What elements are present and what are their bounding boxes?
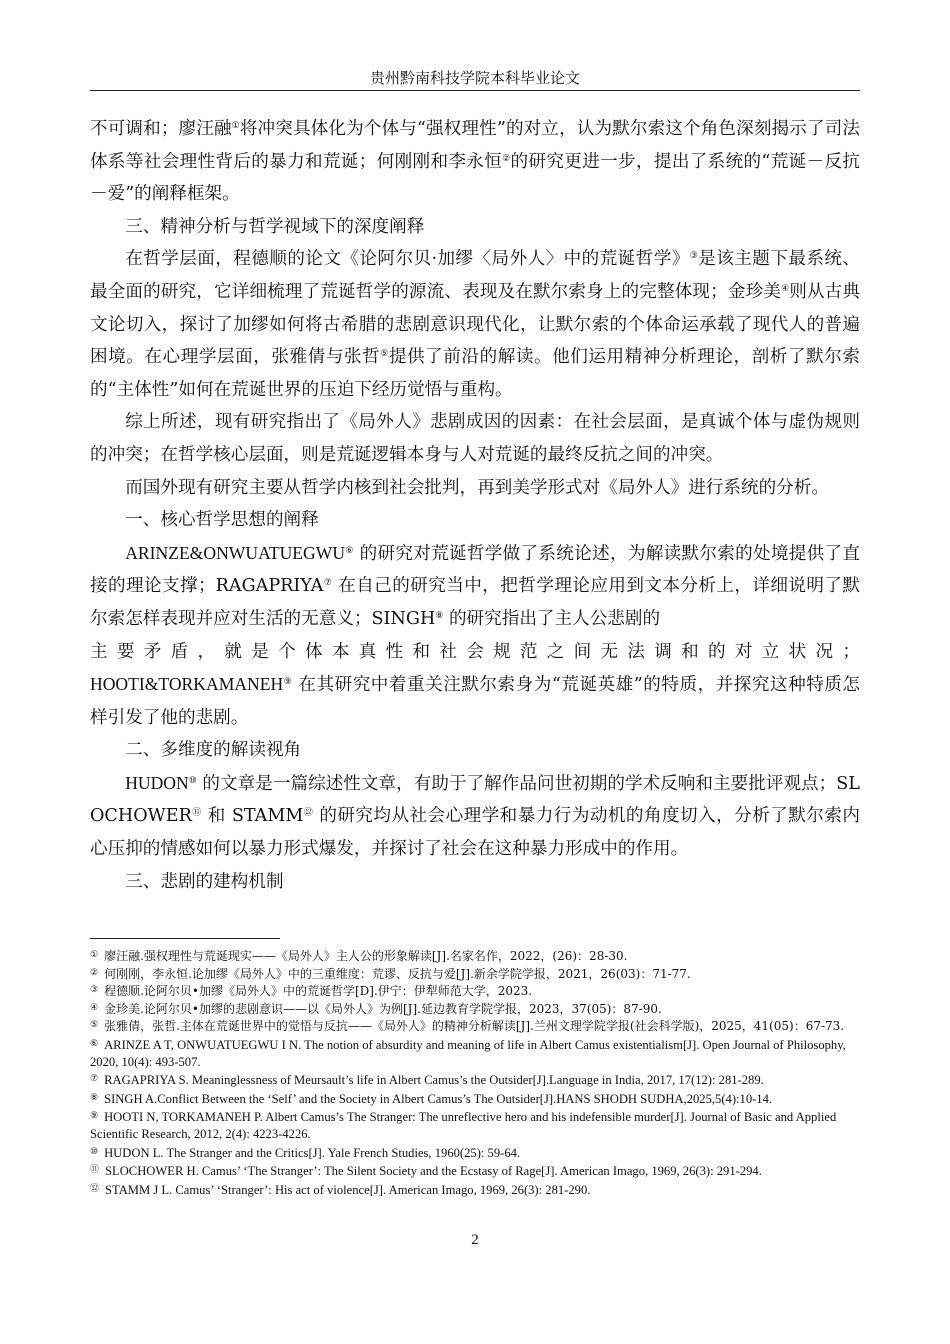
footnote-text: HUDON L. The Stranger and the Critics[J]. Yale French Studies, 1960(25): 59-64. — [104, 1145, 521, 1160]
page-header: 贵州黔南科技学院本科毕业论文 — [90, 68, 860, 91]
footnote-mark: ⑤ — [90, 1020, 99, 1031]
footnote-mark: ③ — [90, 985, 99, 996]
text-run: 的研究指出了主人公悲剧的 — [443, 608, 661, 629]
section-heading: 三、悲剧的建构机制 — [125, 871, 284, 892]
paragraph: 而国外现有研究主要从哲学内核到社会批判，再到美学形式对《局外人》进行系统的分析。 — [125, 477, 829, 498]
footnote-mark: ⑧ — [90, 1091, 99, 1102]
text-run: 的文章是一篇综述性文章，有助于了解作品问世初期的学术反响和主要批评观点；SLOCHOWER — [90, 773, 860, 827]
reference-mark: ⑤ — [380, 349, 389, 360]
footnote — [90, 1035, 860, 1070]
footnote-mark: ⑫ — [90, 1182, 100, 1193]
text-run: 在哲学层面，程德顺的论文《论阿尔贝·加缪〈局外人〉中的荒诞哲学》 — [125, 249, 690, 270]
main-text — [90, 113, 860, 898]
footnote-mark: ⑨ — [90, 1110, 99, 1121]
footnote — [90, 1089, 860, 1108]
footnote-text: 程德顺.论阿尔贝•加缪《局外人》中的荒诞哲学[D].伊宁：伊犁师范大学，2023. — [104, 984, 533, 999]
reference-mark: ⑥ — [345, 545, 354, 556]
footnote-mark: ② — [90, 967, 99, 978]
paragraph: 综上所述，现有研究指出了《局外人》悲剧成因的因素：在社会层面，是真诚个体与虚伪规则的冲突；在哲学核心层面，则是荒诞逻辑本身与人对荒诞的最终反抗之间的冲突。 — [90, 412, 860, 465]
reference-mark: ④ — [781, 283, 790, 294]
reference-mark: ⑪ — [191, 808, 202, 819]
footnote-text: 廖汪融.强权理性与荒诞现实——《局外人》主人公的形象解读[J].名家名作，2022，(26)：28-30. — [104, 949, 628, 963]
footnote-text: 何刚刚，李永恒.论加缪《局外人》中的三重维度：荒谬、反抗与爱[J].新余学院学报，2021，26(03)：71-77. — [104, 966, 691, 981]
paragraph — [90, 113, 860, 211]
footnote — [90, 1000, 860, 1018]
text-run: HOOTI&TORKAMANEH — [90, 674, 284, 695]
reference-mark: ⑦ — [323, 578, 333, 589]
footnote-text: ARINZE A T, ONWUATUEGWU I N. The notion of absurdity and meaning of life in Albert Camus existentialism[J]. Open Journal of Philosophy, 2020, 10(4): 493-507. — [90, 1037, 846, 1069]
footnote — [90, 947, 860, 965]
reference-mark: ⑧ — [435, 610, 444, 621]
footnote — [90, 1161, 860, 1180]
footnote-mark: ① — [90, 950, 99, 960]
footnote — [90, 1070, 860, 1089]
text-run: 的研究对荒诞哲学做了系统论述，为解读默尔索的处境提供了直接的理论支撑；RAGAPRIYA — [90, 543, 860, 597]
page-number: 2 — [471, 1232, 479, 1248]
text-run: 的研究均从社会心理学和暴力行为动机的角度切入，分析了默尔索内心压抑的情感如何以暴力形式爆发，并探讨了社会在这种暴力形成中的作用。 — [90, 806, 860, 860]
text-run: 不可调和；廖汪融 — [90, 119, 232, 139]
paragraph-line: 主要矛盾，就是个体本真性和社会规范之间无法调和的对立状况； — [90, 641, 860, 662]
footnote-text: 张雅倩，张哲.主体在荒诞世界中的觉悟与反抗——《局外人》的精神分析解读[J].兰州文理学院学报(社会科学版)，2025，41(05)：67-73. — [104, 1019, 845, 1034]
text-run: 则从古典文论切入，探讨了加缪如何将古希腊的悲剧意识现代化，让默尔索的个体命运承载了现代人的普遍困境。在心理学层面，张雅倩与张哲 — [90, 281, 860, 368]
footnote-mark: ⑩ — [90, 1145, 99, 1156]
text-run: 在自己的研究当中，把哲学理论应用到文本分析上，详细说明了默尔索怎样表现并应对生活的无意义；SINGH — [90, 576, 861, 629]
footnote-text: SLOCHOWER H. Camus’ ‘The Stranger’: The Silent Society and the Ecstasy of Rage[J]. American Imago, 1969, 26(3): 291-294. — [105, 1164, 762, 1179]
text-run: HUDON — [125, 772, 189, 793]
reference-mark: ⑨ — [283, 677, 293, 688]
reference-mark: ⑫ — [303, 808, 314, 819]
footnote-text: HOOTI N, TORKAMANEH P. Albert Camus’s The Stranger: The unreflective hero and his indefensible murder[J]. Journal of Basic and Applied Scientific Research, 2012, 2(4): 4223-4226. — [90, 1110, 837, 1141]
footnote — [90, 965, 860, 983]
text-run: 是该主题下最系统、最全面的研究，它详细梳理了荒诞哲学的源流、表现及在默尔索身上的完整体现；金珍美 — [90, 249, 860, 302]
footnote — [90, 982, 860, 1000]
footnote — [90, 1017, 860, 1035]
footnote-text: STAMM J L. Camus’ ‘Stranger’: His act of violence[J]. American Imago, 1969, 26(3): 281-290. — [105, 1182, 591, 1197]
paragraph — [90, 767, 860, 866]
text-run: 提供了前沿的解读。他们运用精神分析理论，剖析了默尔索的“主体性”如何在荒诞世界的压迫下经历觉悟与重构。 — [90, 347, 860, 400]
reference-mark: ② — [502, 153, 511, 164]
section-heading: 三、精神分析与哲学视域下的深度阐释 — [125, 216, 425, 237]
footnote-mark: ⑪ — [90, 1164, 100, 1175]
footnote-separator — [90, 938, 280, 939]
footnote-mark: ⑦ — [90, 1073, 99, 1084]
text-run: 和 STAMM — [201, 806, 304, 827]
paragraph — [90, 243, 860, 406]
section-heading: 二、多维度的解读视角 — [125, 740, 302, 761]
section-heading: 一、核心哲学思想的阐释 — [125, 510, 319, 531]
reference-mark: ③ — [689, 251, 699, 262]
footnote — [90, 1107, 860, 1142]
reference-mark: ① — [231, 121, 240, 131]
paragraph — [90, 668, 860, 734]
text-run: ARINZE&ONWUATUEGWU — [125, 542, 346, 563]
text-run: 在其研究中着重关注默尔索身为“荒诞英雄”的特质，并探究这种特质怎样引发了他的悲剧。 — [90, 675, 860, 728]
footnote-text: RAGAPRIYA S. Meaninglessness of Meursault’s life in Albert Camus’s the Outsider[J].Language in India, 2017, 17(12): 281-289. — [104, 1073, 764, 1088]
footnote — [90, 1143, 860, 1162]
reference-mark: ⑩ — [188, 775, 197, 786]
footnote-text: SINGH A.Conflict Between the ‘Self’ and the Society in Albert Camus’s The Outsider[J].HANS SHODH SUDHA,2025,5(4):10-14. — [104, 1091, 773, 1106]
footnote — [90, 1180, 860, 1199]
paragraph — [90, 537, 860, 636]
text-run: 将冲突具体化为个体与“强权理性”的对立，认为默尔索这个角色深刻揭示了司法体系等社会理性背后的暴力和荒诞；何刚刚和李永恒 — [90, 119, 860, 172]
footnote-mark: ⑥ — [90, 1037, 99, 1048]
footnote-mark: ④ — [90, 1002, 99, 1013]
footnotes — [90, 947, 860, 1198]
text-run: 的研究更进一步，提出了系统的“荒诞－反抗－爱”的阐释框架。 — [90, 151, 860, 205]
footnote-text: 金珍美.论阿尔贝•加缪的悲剧意识——以《局外人》为例[J].延边教育学院学报，2023，37(05)：87-90. — [104, 1001, 662, 1016]
